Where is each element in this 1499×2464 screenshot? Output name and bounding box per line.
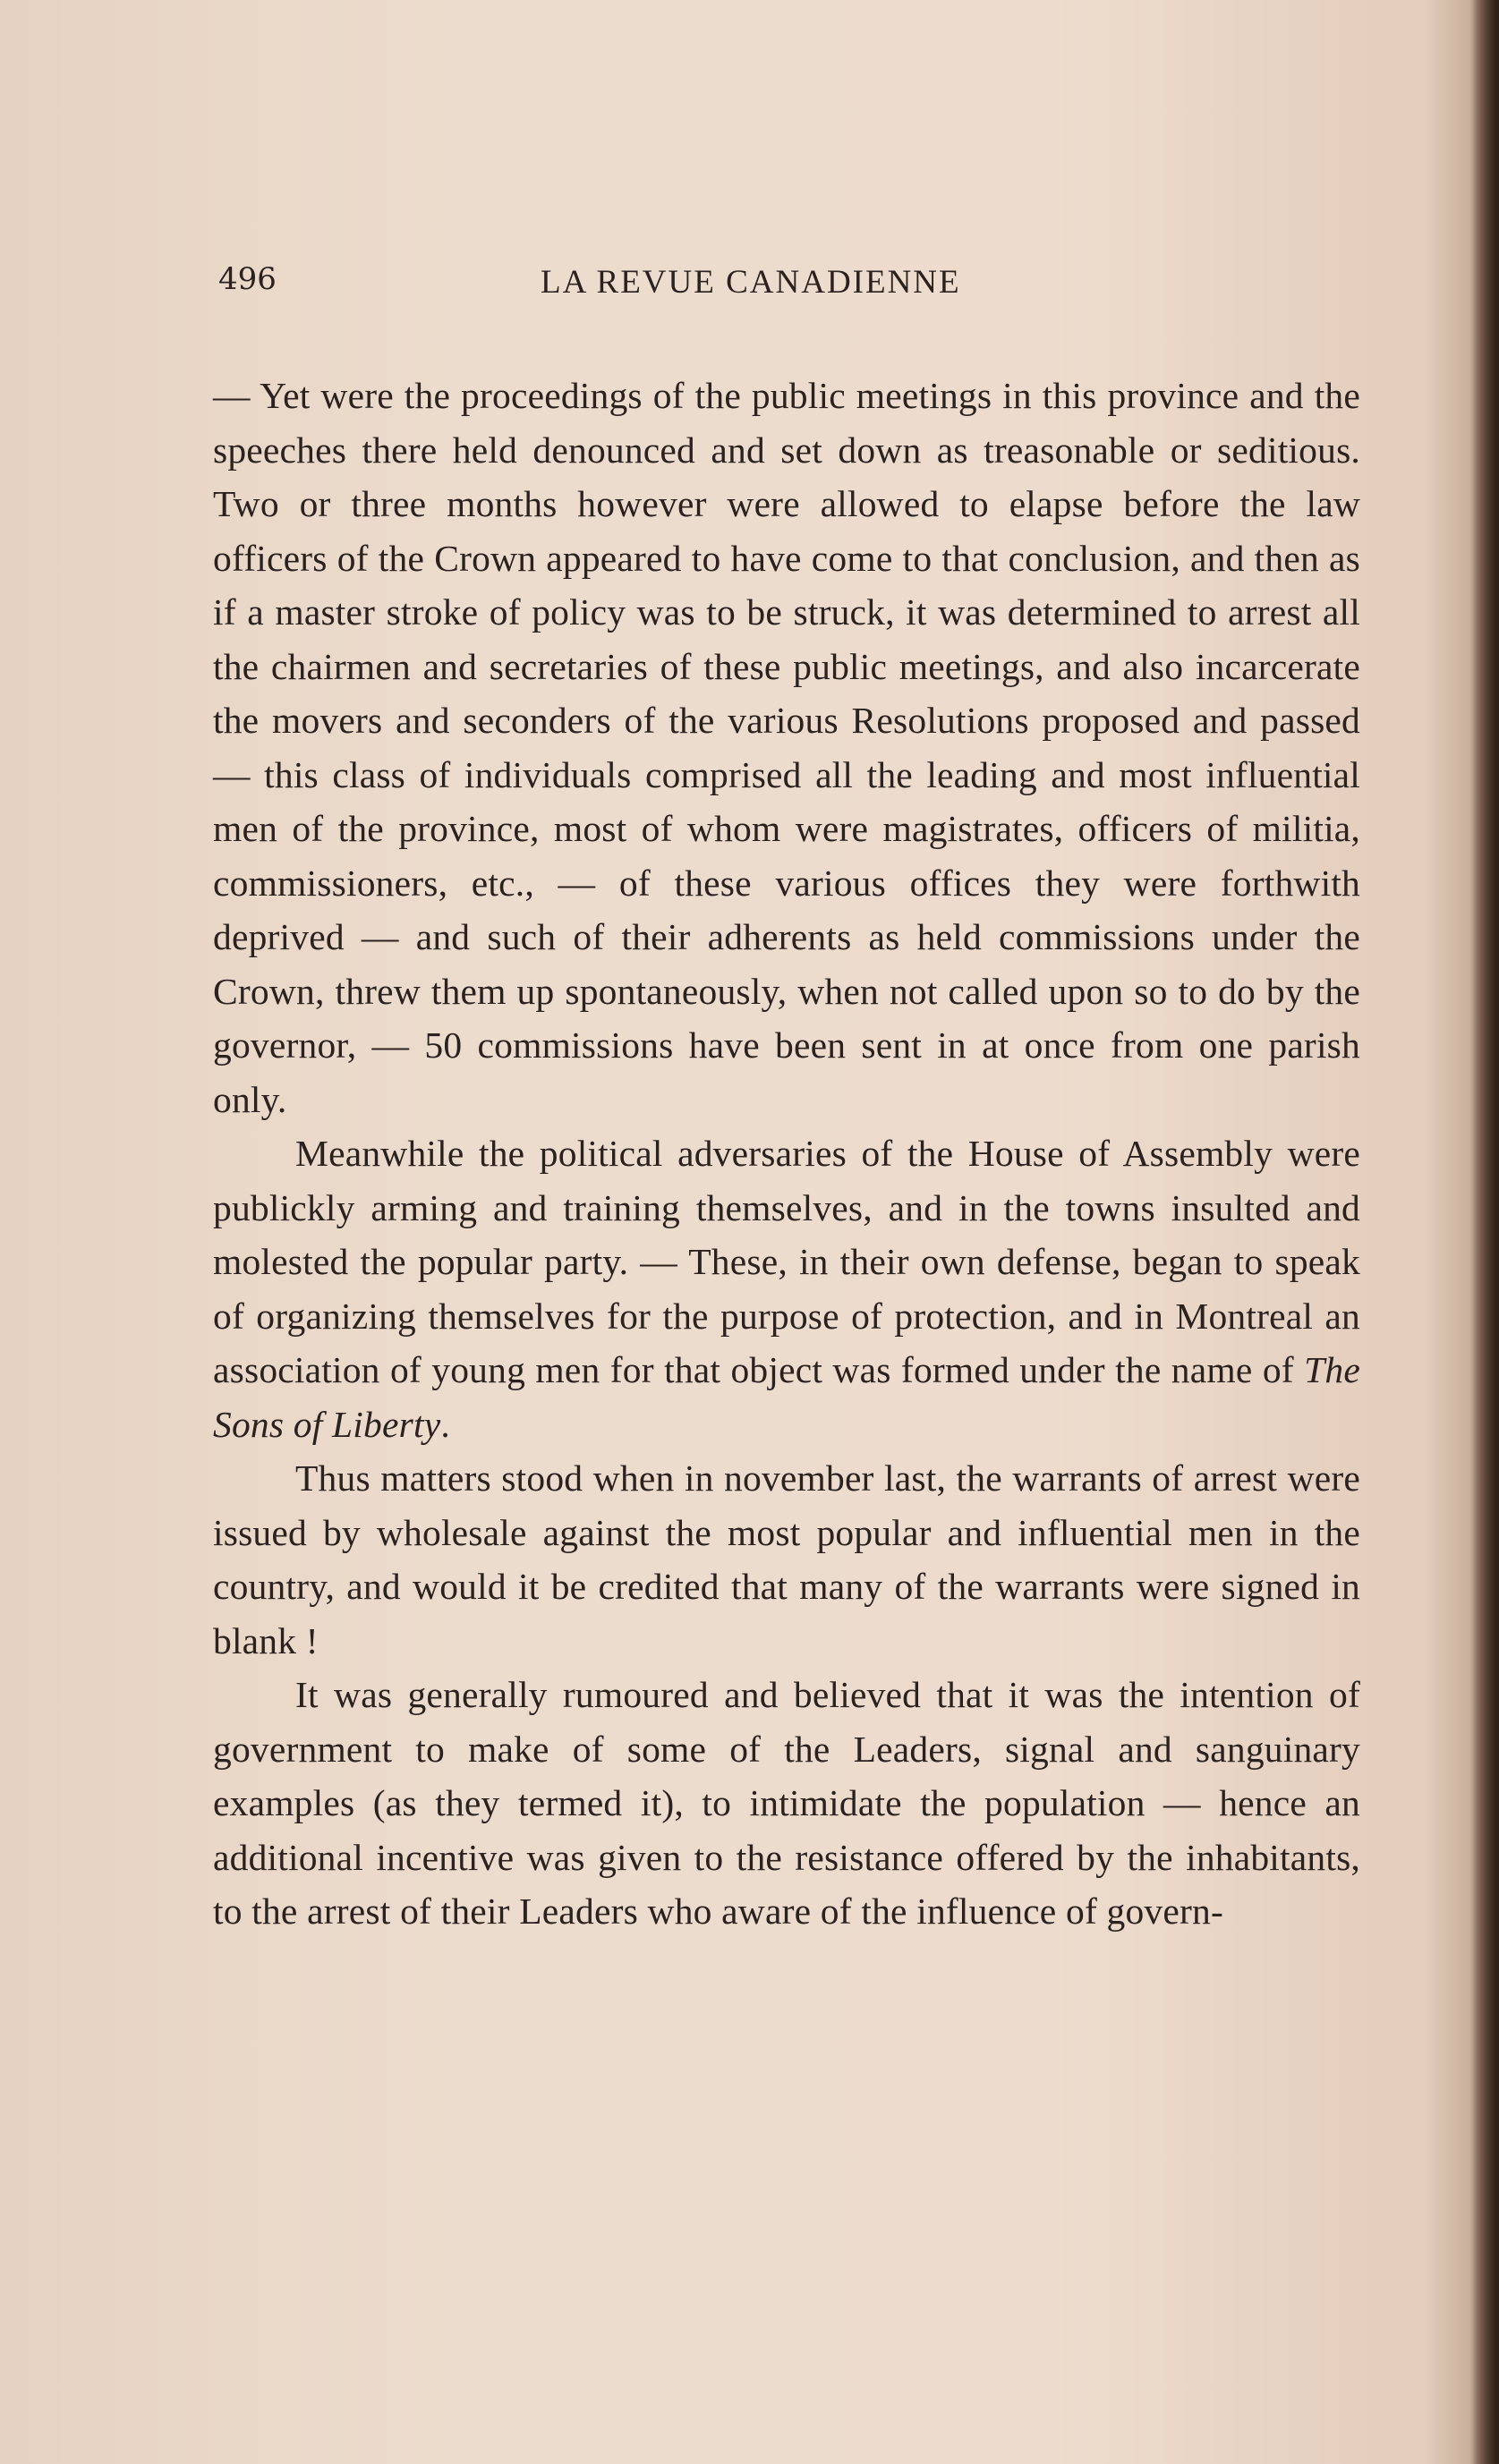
body-text bbox=[213, 369, 1360, 1939]
page-number: 496 bbox=[218, 261, 277, 297]
paragraph-4: It was generally rumoured and believed that it was the intention of government to make of some of the Leaders, signal and sanguinary examples (as they termed it), to intimidate the population — hence an additional incentive was given to the resistance offered by the inhabitants, to the arrest of their Leaders who aware of the influence of govern- bbox=[213, 1674, 1360, 1932]
paragraph-2-end: . bbox=[440, 1403, 450, 1445]
book-spine-shadow bbox=[1472, 0, 1499, 2464]
running-title: LA REVUE CANADIENNE bbox=[541, 264, 961, 301]
paragraph-1: — Yet were the proceedings of the public meetings in this province and the speeches there held denounced and set down as treasonable or seditious. Two or three months however were allowed to elapse before the law officers of the Crown appeared to have come to that conclusion, and then as if a master stroke of policy was to be struck, it was determined to arrest all the chairmen and secretaries of these public meetings, and also incarcerate the movers and seconders of the various Resolutions proposed and passed — this class of individuals comprised all the leading and most influential men of the province, most of whom were magistrates, officers of militia, commissioners, etc., — of these various offices they were forthwith deprived — and such of their adherents as held commissions under the Crown, threw them up spontaneously, when not called upon so to do by the governor, — 50 commissions have been sent in at once from one parish only. bbox=[213, 375, 1360, 1120]
paragraph-2-text: Meanwhile the political adversaries of the House of Assembly were publickly arming and training themselves, and in the towns insulted and molested the popular party. — These, in their own defense, began to speak of organizing themselves for the purpose of protection, and in Montreal an association of young men for that object was formed under the name of bbox=[213, 1133, 1360, 1390]
page-header bbox=[218, 261, 1364, 315]
paragraph-2-italic-name: The Sons of Liberty bbox=[213, 1349, 1360, 1445]
paragraph-2 bbox=[213, 1126, 1360, 1451]
paragraph-3: Thus matters stood when in november last, the warrants of arrest were issued by wholesale against the most popular and influential men in the country, and would it be credited that many of the warrants were signed in blank ! bbox=[213, 1457, 1360, 1661]
